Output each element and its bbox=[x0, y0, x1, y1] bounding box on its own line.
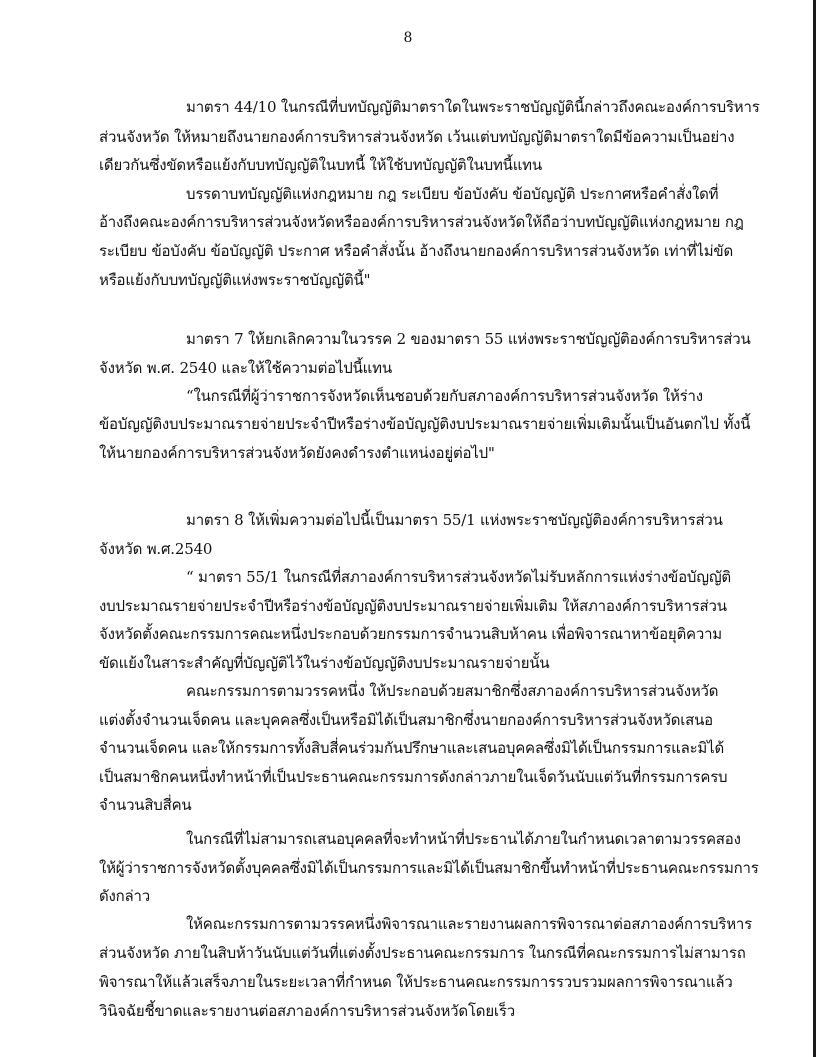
text-line: บรรดาบทบัญญัติแห่งกฎหมาย กฎ ระเบียบ ข้อบังคับ ข้อบัญญัติ ประกาศหรือคำสั่งใดที่ bbox=[186, 185, 719, 203]
text-line: ให้นายกองค์การบริหารส่วนจังหวัดยังคงดำรงตำแหน่งอยู่ต่อไป" bbox=[99, 444, 495, 462]
text-line: “ในกรณีที่ผู้ว่าราชการจังหวัดเห็นชอบด้วยกับสภาองค์การบริหารส่วนจังหวัด ให้ร่าง bbox=[186, 387, 703, 405]
text-line: ให้ผู้ว่าราชการจังหวัดตั้งบุคคลซึ่งมิได้เป็นกรรมการและมิได้เป็นสมาชิกขึ้นทำหน้าที่ประธานคณะกรรมการ bbox=[99, 859, 759, 877]
text-line: อ้างถึงคณะองค์การบริหารส่วนจังหวัดหรือองค์การบริหารส่วนจังหวัดให้ถือว่าบทบัญญัติแห่งกฎหมาย กฎ bbox=[99, 213, 744, 231]
text-line: ขัดแย้งในสาระสำคัญที่บัญญัติไว้ในร่างข้อบัญญัติงบประมาณรายจ่ายนั้น bbox=[99, 654, 550, 672]
text-line: ให้คณะกรรมการตามวรรคหนึ่งพิจารณาและรายงานผลการพิจารณาต่อสภาองค์การบริหาร bbox=[186, 915, 752, 933]
text-line: ในกรณีที่ไม่สามารถเสนอบุคคลที่จะทำหน้าที่ประธานได้ภายในกำหนดเวลาตามวรรคสอง bbox=[186, 830, 741, 848]
text-line: งบประมาณรายจ่ายประจำปีหรือร่างข้อบัญญัติงบประมาณรายจ่ายเพิ่มเติม ให้สภาองค์การบริหารส่วน bbox=[99, 597, 727, 615]
text-line: จำนวนสิบสี่คน bbox=[99, 796, 192, 814]
text-line: ส่วนจังหวัด ภายในสิบห้าวันนับแต่วันที่แต่งตั้งประธานคณะกรรมการ ในกรณีที่คณะกรรมการไม่สามารถ bbox=[99, 944, 746, 962]
text-line: มาตรา 8 ให้เพิ่มความต่อไปนี้เป็นมาตรา 55/1 แห่งพระราชบัญญัติองค์การบริหารส่วน bbox=[186, 511, 723, 529]
text-line: พิจารณาให้แล้วเสร็จภายในระยะเวลาที่กำหนด ให้ประธานคณะกรรมการรวบรวมผลการพิจารณาแล้ว bbox=[99, 973, 733, 991]
text-line: หรือแย้งกับบทบัญญัติแห่งพระราชบัญญัตินี้" bbox=[99, 271, 371, 289]
text-line: มาตรา 7 ให้ยกเลิกความในวรรค 2 ของมาตรา 55 แห่งพระราชบัญญัติองค์การบริหารส่วน bbox=[186, 330, 751, 348]
text-line: ดังกล่าว bbox=[99, 887, 150, 905]
text-line: “ มาตรา 55/1 ในกรณีที่สภาองค์การบริหารส่วนจังหวัดไม่รับหลักการแห่งร่างข้อบัญญัติ bbox=[186, 568, 731, 586]
text-line: เป็นสมาชิกคนหนึ่งทำหน้าที่เป็นประธานคณะกรรมการดังกล่าวภายในเจ็ดวันนับแต่วันที่กรรมการครบ bbox=[99, 768, 728, 786]
text-line: คณะกรรมการตามวรรคหนึ่ง ให้ประกอบด้วยสมาชิกซึ่งสภาองค์การบริหารส่วนจังหวัด bbox=[186, 682, 719, 700]
text-line: ระเบียบ ข้อบังคับ ข้อบัญญัติ ประกาศ หรือคำสั่งนั้น อ้างถึงนายกองค์การบริหารส่วนจังหวัด เท่าที่ไม่ขัด bbox=[99, 242, 734, 260]
text-line: จังหวัดตั้งคณะกรรมการคณะหนึ่งประกอบด้วยกรรมการจำนวนสิบห้าคน เพื่อพิจารณาหาข้อยุติความ bbox=[99, 625, 722, 643]
text-line: วินิจฉัยชี้ขาดและรายงานต่อสภาองค์การบริหารส่วนจังหวัดโดยเร็ว bbox=[99, 1002, 515, 1020]
text-line: จังหวัด พ.ศ.2540 bbox=[99, 540, 213, 558]
page-number: 8 bbox=[403, 30, 413, 46]
text-line: จำนวนเจ็ดคน และให้กรรมการทั้งสิบสี่คนร่วมกันปรึกษาและเสนอบุคคลซึ่งมิได้เป็นกรรมการและมิได้ bbox=[99, 739, 724, 757]
text-line: มาตรา 44/10 ในกรณีที่บทบัญญัติมาตราใดในพระราชบัญญัตินี้กล่าวถึงคณะองค์การบริหาร bbox=[186, 98, 760, 116]
text-line: ข้อบัญญัติงบประมาณรายจ่ายประจำปีหรือร่างข้อบัญญัติงบประมาณรายจ่ายเพิ่มเติมนั้นเป็นอันตกไป ทั้งนี้ bbox=[99, 415, 751, 433]
text-line: ส่วนจังหวัด ให้หมายถึงนายกองค์การบริหารส่วนจังหวัด เว้นแต่บทบัญญัติมาตราใดมีข้อความเป็นอย่าง bbox=[99, 128, 735, 146]
text-line: เดียวกันซึ่งขัดหรือแย้งกับบทบัญญัติในบทนี้ ให้ใช้บทบัญญัติในบทนี้แทน bbox=[99, 156, 542, 174]
text-line: แต่งตั้งจำนวนเจ็ดคน และบุคคลซึ่งเป็นหรือมิได้เป็นสมาชิกซึ่งนายกองค์การบริหารส่วนจังหวัดเสนอ bbox=[99, 711, 713, 729]
text-line: จังหวัด พ.ศ. 2540 และให้ใช้ความต่อไปนี้แทน bbox=[99, 359, 392, 377]
